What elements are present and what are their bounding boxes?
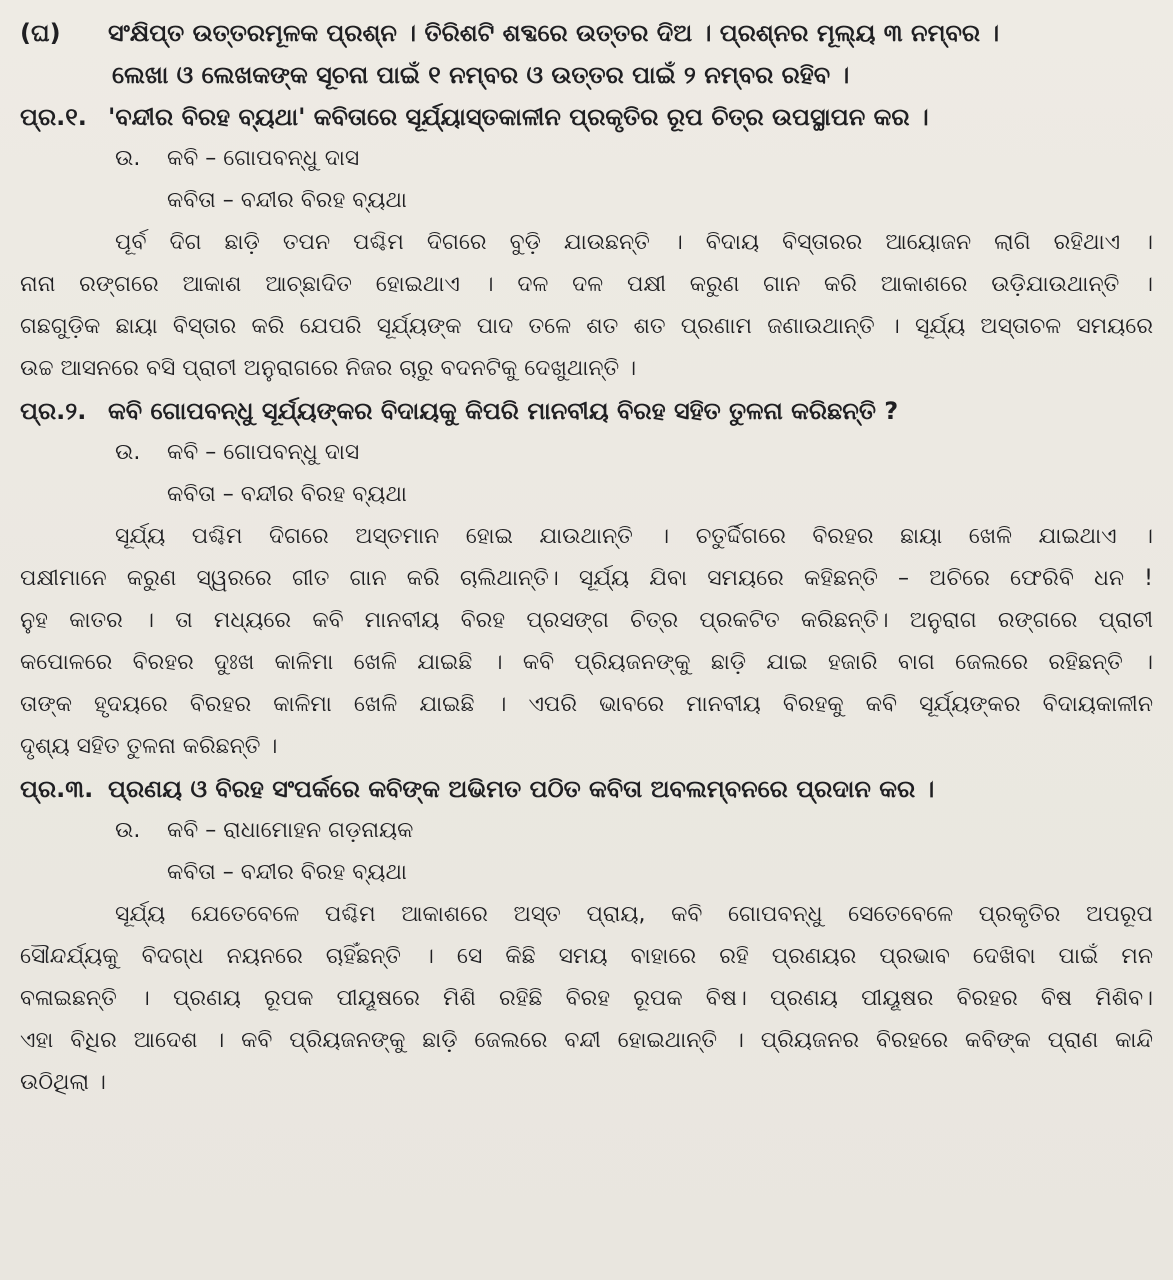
answer-2-line-4: କପୋଳରେ ବିରହର ଦୁଃଖ କାଳିମା ଖେଳି ଯାଇଛି । କବି ପ୍ରିୟଜନଙ୍କୁ ଛାଡ଼ି ଯାଇ ହଜାରି ବାଗ ଜେଲରେ ରହିଛନ୍ତି । (20, 650, 1153, 675)
answer-1-line-4: ଉଚ୍ଚ ଆସନରେ ବସି ପ୍ରାଚୀ ଅନୁରାଗରେ ନିଜର ଚାରୁ ବଦନଟିକୁ ଦେଖୁଥାନ୍ତି । (20, 356, 637, 381)
answer-3-line-3: ବଳାଇଛନ୍ତି । ପ୍ରଣୟ ରୂପକ ପୀୟୂଷରେ ମିଶି ରହିଛି ବିରହ ରୂପକ ବିଷ। ପ୍ରଣୟ ପୀୟୂଷର ବିରହର ବିଷ ମିଶିବ। (20, 986, 1153, 1011)
answer-2-line-6: ଦୃଶ୍ୟ ସହିତ ତୁଳନା କରିଛନ୍ତି । (20, 734, 278, 759)
answer-3-poet-line (20, 810, 1153, 852)
question-1-number: ପ୍ର.୧. (20, 103, 87, 131)
question-1-text: 'ବନ୍ଦୀର ବିରହ ବ୍ୟଥା' କବିତାରେ ସୂର୍ଯ୍ୟାସ୍ତକାଳୀନ ପ୍ରକୃତିର ରୂପ ଚିତ୍ର ଉପସ୍ଥାପନ କର । (108, 103, 929, 131)
answer-2-line-2: ପକ୍ଷୀମାନେ କରୁଣ ସ୍ୱରରେ ଗୀତ ଗାନ କରି ଚାଲିଥାନ୍ତି। ସୂର୍ଯ୍ୟ ଯିବା ସମୟରେ କହିଛନ୍ତି – ଅଚିରେ ଫେରିବି ଧନ ! (20, 566, 1153, 591)
answer-1-poet-line (20, 138, 1153, 180)
question-block-3 (20, 768, 1153, 1104)
answer-1-label: ଉ. (115, 146, 141, 171)
answer-3-poem: କବିତା – ବନ୍ଦୀର ବିରହ ବ୍ୟଥା (167, 860, 407, 885)
answer-3-line-2: ସୌନ୍ଦର୍ଯ୍ୟକୁ ବିଦଗ୍ଧ ନୟନରେ ଚାହିଁଛନ୍ତି । ସେ କିଛି ସମୟ ବାହାରେ ରହି ପ୍ରଣୟର ପ୍ରଭାବ ଦେଖିବା ପାଇଁ ମନ (20, 944, 1153, 969)
section-instruction-1: ସଂକ୍ଷିପ୍ତ ଉତ୍ତରମୂଳକ ପ୍ରଶ୍ନ । ତିରିଶଟି ଶବ୍ଦରେ ଉତ୍ତର ଦିଅ । ପ୍ରଶ୍ନର ମୂଲ୍ୟ ୩ ନମ୍ବର । (108, 19, 1000, 47)
question-block-2 (20, 390, 1153, 768)
answer-1-line-1: ପୂର୍ବ ଦିଗ ଛାଡ଼ି ତପନ ପଶ୍ଚିମ ଦିଗରେ ବୁଡ଼ି ଯାଉଛନ୍ତି । ବିଦାୟ ବିସ୍ତାରର ଆୟୋଜନ ଲାଗି ରହିଥାଏ । (115, 230, 1153, 255)
section-heading-line-1 (20, 12, 1153, 54)
question-1-line (20, 96, 1153, 138)
question-2-number: ପ୍ର.୨. (20, 397, 87, 425)
answer-1-poem: କବିତା – ବନ୍ଦୀର ବିରହ ବ୍ୟଥା (167, 188, 407, 213)
section-label: (ଘ) (20, 19, 61, 47)
question-3-text: ପ୍ରଣୟ ଓ ବିରହ ସଂପର୍କରେ କବିଙ୍କ ଅଭିମତ ପଠିତ କବିତା ଅବଲମ୍ବନରେ ପ୍ରଦାନ କର । (108, 775, 935, 803)
answer-2-line-5: ତାଙ୍କ ହୃଦୟରେ ବିରହର କାଳିମା ଖେଳି ଯାଇଛି । ଏପରି ଭାବରେ ମାନବୀୟ ବିରହକୁ କବି ସୂର୍ଯ୍ୟଙ୍କର ବିଦାୟକାଳୀନ (20, 692, 1153, 717)
answer-1-line-2: ନାନା ରଙ୍ଗରେ ଆକାଶ ଆଚ୍ଛାଦିତ ହୋଇଥାଏ । ଦଳ ଦଳ ପକ୍ଷୀ କରୁଣ ଗାନ କରି ଆକାଶରେ ଉଡ଼ିଯାଉଥାନ୍ତି । (20, 272, 1153, 297)
answer-2-poet: କବି – ଗୋପବନ୍ଧୁ ଦାସ (167, 440, 360, 465)
question-3-line (20, 768, 1153, 810)
answer-1-poet: କବି – ଗୋପବନ୍ଧୁ ଦାସ (167, 146, 360, 171)
question-2-text: କବି ଗୋପବନ୍ଧୁ ସୂର୍ଯ୍ୟଙ୍କର ବିଦାୟକୁ କିପରି ମାନବୀୟ ବିରହ ସହିତ ତୁଳନା କରିଛନ୍ତି ? (108, 397, 899, 425)
section-instruction-2: ଲେଖା ଓ ଲେଖକଙ୍କ ସୂଚନା ପାଇଁ ୧ ନମ୍ବର ଓ ଉତ୍ତର ପାଇଁ ୨ ନମ୍ବର ରହିବ । (112, 61, 850, 89)
answer-2-line-3: ନୁହ କାତର । ତା ମଧ୍ୟରେ କବି ମାନବୀୟ ବିରହ ପ୍ରସଙ୍ଗ ଚିତ୍ର ପ୍ରକଟିତ କରିଛନ୍ତି। ଅନୁରାଗ ରଙ୍ଗରେ ପ୍ରାଚୀ (20, 608, 1153, 633)
answer-3-poet: କବି – ରାଧାମୋହନ ଗଡ଼ନାୟକ (167, 818, 414, 843)
answer-3-line-1: ସୂର୍ଯ୍ୟ ଯେତେବେଳେ ପଶ୍ଚିମ ଆକାଶରେ ଅସ୍ତ ପ୍ରାୟ, କବି ଗୋପବନ୍ଧୁ ସେତେବେଳେ ପ୍ରକୃତିର ଅପରୂପ (115, 902, 1153, 927)
answer-3-line-4: ଏହା ବିଧିର ଆଦେଶ । କବି ପ୍ରିୟଜନଙ୍କୁ ଛାଡ଼ି ଜେଲରେ ବନ୍ଦୀ ହୋଇଥାନ୍ତି । ପ୍ରିୟଜନର ବିରହରେ କବିଙ୍କ ପ୍ରାଣ କାନ୍ଦି (20, 1028, 1153, 1053)
answer-3-line-5: ଉଠିଥିଲା । (20, 1070, 106, 1095)
question-block-1 (20, 96, 1153, 390)
answer-1-line-3: ଗଛଗୁଡ଼ିକ ଛାୟା ବିସ୍ତାର କରି ଯେପରି ସୂର୍ଯ୍ୟଙ୍କ ପାଦ ତଳେ ଶତ ଶତ ପ୍ରଣାମ ଜଣାଉଥାନ୍ତି । ସୂର୍ଯ୍ୟ ଅସ୍ତାଚଳ ସମୟରେ (20, 314, 1153, 339)
answer-2-poet-line (20, 432, 1153, 474)
answer-2-label: ଉ. (115, 440, 141, 465)
answer-2-poem: କବିତା – ବନ୍ଦୀର ବିରହ ବ୍ୟଥା (167, 482, 407, 507)
answer-3-label: ଉ. (115, 818, 141, 843)
answer-2-line-1: ସୂର୍ଯ୍ୟ ପଶ୍ଚିମ ଦିଗରେ ଅସ୍ତମାନ ହୋଇ ଯାଉଥାନ୍ତି । ଚତୁର୍ଦ୍ଦିଗରେ ବିରହର ଛାୟା ଖେଳି ଯାଇଥାଏ । (115, 524, 1153, 549)
question-3-number: ପ୍ର.୩. (20, 775, 94, 803)
question-2-line (20, 390, 1153, 432)
